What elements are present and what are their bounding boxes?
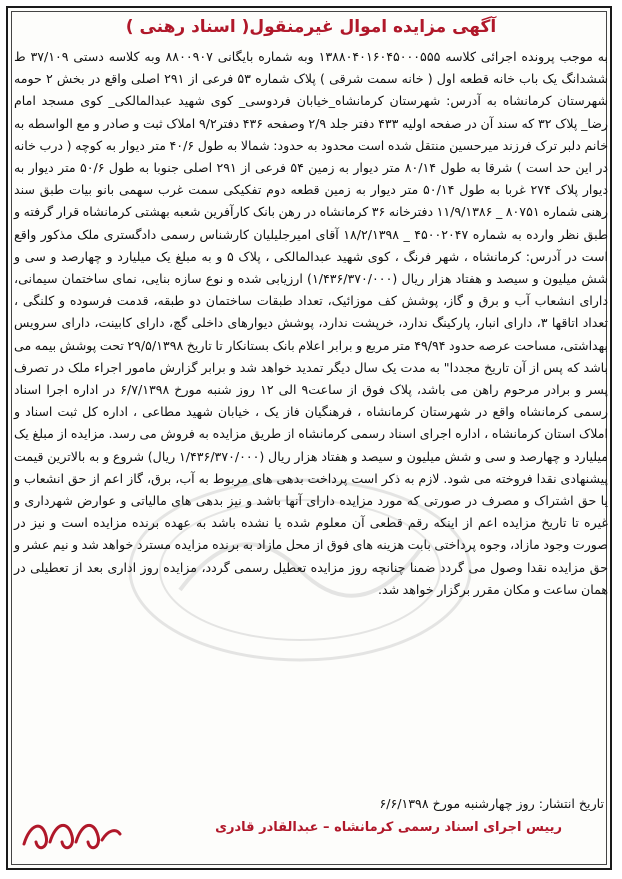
signature-line: رییس اجرای اسناد رسمی کرمانشاه – عبدالقادر قادری	[215, 820, 562, 835]
handwritten-signature	[16, 806, 126, 862]
notice-title: آگهی مزایده اموال غیرمنقول( اسناد رهنی )	[125, 17, 497, 37]
publish-date: تاریخ انتشار: روز چهارشنبه مورخ ۶/۶/۱۳۹۸	[379, 796, 604, 811]
notice-body: به موجب پرونده اجرائی کلاسه ۱۳۸۸۰۴۰۱۶۰۴۵۰۰۰۵۵۵ وبه شماره بایگانی ۸۸۰۰۹۰۷ وبه کلاسه دستی ۳۷/۱۰۹ ط ششدانگ یک باب خانه قطعه اول ( خانه سمت شرقی ) پلاک شماره ۵۳ فرعی از ۲۹۱ اصلی واقع در بخش ۲ حومه شهرستان کرمانشاه به آدرس: شهرستان کرمانشاه_خیابان فردوسی_ کوی شهید عبدالمالکی_ کوی مسجد امام رضا_ پلاک ۳۲ که سند آن در صفحه اولیه ۴۳۳ دفتر جلد ۲/۹ وصفحه ۴۳۶ دفتر۹/۲ املاک ثبت و صادر و مع الواسطه به خانم دلبر ترک فرزند میرحسین منتقل شده است محدود به حدود: شمالا به طول ۴۰/۶ متر دیوار به کوچه ( درب خانه در این حد است ) شرقا به طول ۸۰/۱۴ متر دیوار به زمین ۵۴ فرعی از ۲۹۱ اصلی جنوبا به طول ۵۰/۶ متر دیوار به دیوار پلاک ۲۷۴ غربا به طول ۵۰/۱۴ متر دیوار به زمین قطعه دوم تفکیکی سمت غرب سهمی بانو بیات طبق سند رهنی شماره ۸۰۷۵۱ _ ۱۱/۹/۱۳۸۶ دفترخانه ۳۶ کرمانشاه در رهن بانک کارآفرین شعبه بهشتی کرمانشاه قرار گرفته و طبق نظر وارده به شماره ۴۵۰۰۲۰۴۷ _ ۱۸/۲/۱۳۹۸ آقای امیرجلیلیان کارشناس رسمی دادگستری ملک مذکور واقع است در آدرس: کرمانشاه ، شهر فرنگ ، کوی شهید عبدالمالکی ، پلاک ۵ و به مبلغ یک میلیارد و چهارصد و سی و شش میلیون و سیصد و هفتاد هزار ریال (۱/۴۳۶/۳۷۰/۰۰۰) ارزیابی شده و نوع سازه بنایی، نمای ساختمان سیمانی، دارای انشعاب آب و برق و گاز، پوشش کف موزائیک، تعداد طبقات ساختمان دو طبقه، قدمت فرسوده و کلنگی ، تعداد اتاقها ۳، دارای انبار، پارکینگ ندارد، خرپشت ندارد، پوشش دیوارهای داخلی گچ، دارای کابینت، دارای سرویس بهداشتی، مساحت عرصه حدود ۴۹/۹۴ متر مربع و برابر اعلام بانک بستانکار تا تاریخ ۲۹/۵/۱۳۹۸ تحت پوشش بیمه می باشد که پس از آن تاریخ مجددا" به مدت یک سال دیگر تمدید خواهد شد و برابر گزارش مامور اجراء ملک در تصرف پسر و برادر مرحوم راهن می باشد، پلاک فوق از ساعت۹ الی ۱۲ روز شنبه مورخ ۶/۷/۱۳۹۸ در اداره اجرا اسناد رسمی کرمانشاه واقع در شهرستان کرمانشاه ، فرهنگیان فاز یک ، خیابان شهید مطاعی ، اداره کل ثبت اسناد و املاک استان کرمانشاه ، اداره اجرای اسناد رسمی کرمانشاه از طریق مزایده به فروش می رسد. مزایده از مبلغ یک میلیارد و چهارصد و سی و شش میلیون و سیصد و هفتاد هزار ریال (۱/۴۳۶/۳۷۰/۰۰۰ ریال) شروع و به بالاترین قیمت پیشنهادی نقدا فروخته می شود. لازم به ذکر است پرداخت بدهی های مربوط به آب، برق، گاز اعم از حق انشعاب و یا حق اشتراک و مصرف در صورتی که مورد مزایده دارای آنها باشد و نیز بدهی های مالیاتی و عوارض شهرداری و غیره تا تاریخ مزایده اعم از اینکه رقم قطعی آن معلوم شده یا نشده باشد به عهده برنده مزایده است و نیز در صورت وجود مازاد، وجوه پرداختی بابت هزینه های فوق از محل مازاد به برنده مزایده مسترد خواهد شد و نیم عشر و حق مزایده نقدا وصول می گردد ضمنا چنانچه روز مزایده تعطیل رسمی گردد، مزایده روز اداری بعد از تعطیلی در همان ساعت و مکان مقرر برگزار خواهد شد.	[14, 49, 609, 597]
